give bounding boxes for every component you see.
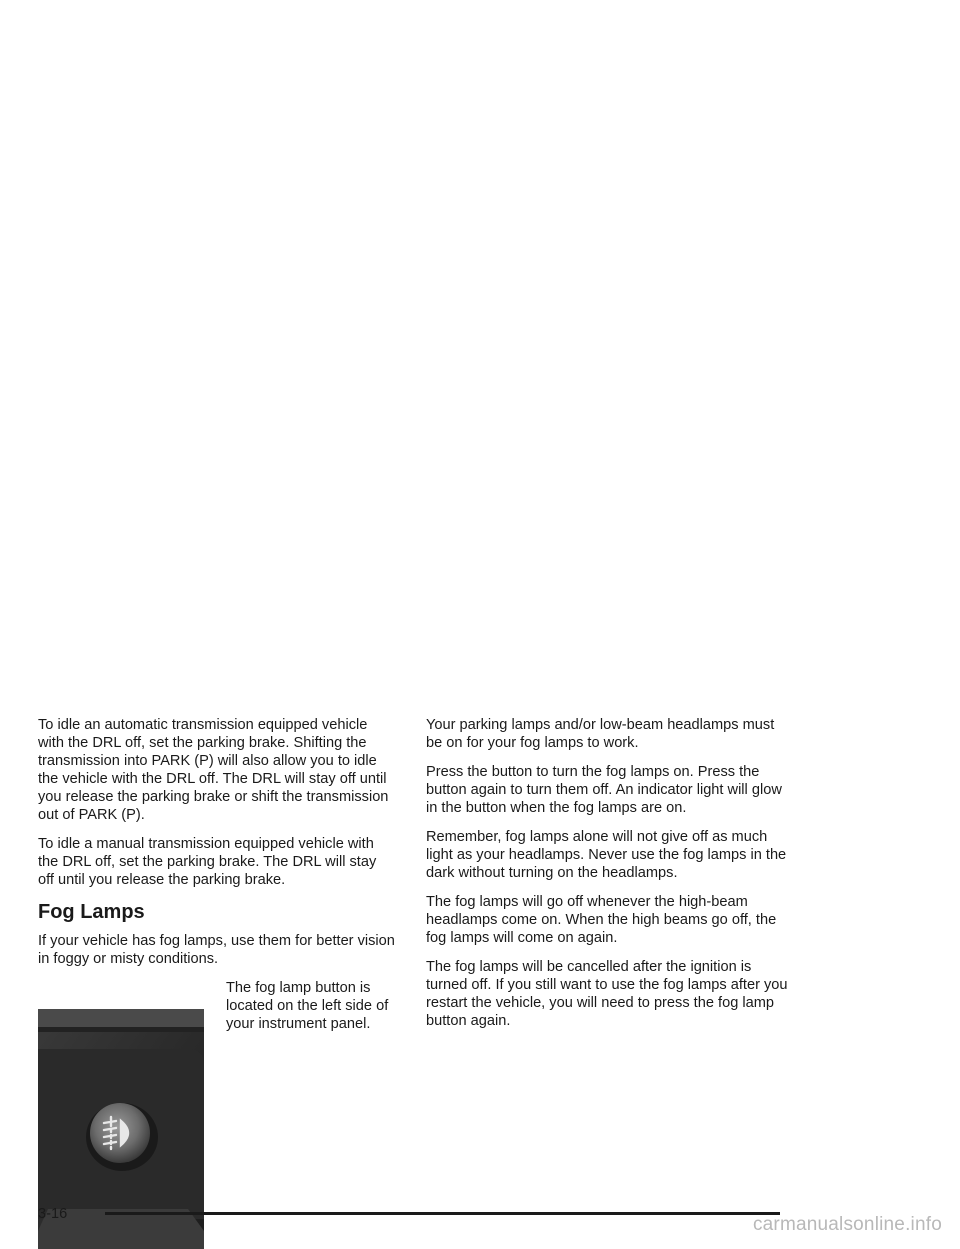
right-column	[426, 716, 794, 1041]
figure-caption: The fog lamp button is located on the left side of your instrument panel.	[226, 980, 389, 1032]
drl-manual-paragraph: To idle a manual transmission equipped vehicle with the DRL off, set the parking brake. The DRL will stay off until you release the parking brake.	[38, 836, 377, 888]
fog-lamps-high-beam-paragraph: The fog lamps will go off whenever the high-beam headlamps come on. When the high beams go off, the fog lamps will come on again.	[426, 894, 777, 946]
fog-lamps-intro-paragraph: If your vehicle has fog lamps, use them for better vision in foggy or misty conditions.	[38, 933, 395, 967]
fog-lamps-requirement-paragraph: Your parking lamps and/or low-beam headlamps must be on for your fog lamps to work.	[426, 717, 775, 751]
drl-automatic-paragraph: To idle an automatic transmission equipped vehicle with the DRL off, set the parking brake. Shifting the transmission into PARK (P) will also allow you to idle the vehicle with the DRL off. The DRL will stay off until you release the parking brake or shift the transmission out of PARK (P).	[38, 717, 389, 823]
fog-lamps-button-paragraph: Press the button to turn the fog lamps on. Press the button again to turn them off. An indicator light will glow in the button when the fog lamps are on.	[426, 764, 782, 816]
footer-rule	[105, 1212, 780, 1215]
watermark: carmanualsonline.info	[752, 1214, 942, 1235]
section-heading-fog-lamps: Fog Lamps	[38, 901, 145, 923]
fog-lamps-warning-paragraph: Remember, fog lamps alone will not give off as much light as your headlamps. Never use the fog lamps in the dark without turning on the headlamps.	[426, 829, 787, 881]
fog-lamp-figure-row	[38, 979, 396, 1249]
left-column	[38, 716, 396, 1249]
page-number: 3-16	[38, 1206, 68, 1222]
fog-lamps-ignition-paragraph: The fog lamps will be cancelled after the ignition is turned off. If you still want to use the fog lamps after you restart the vehicle, you will need to press the fog lamp button again.	[426, 959, 788, 1029]
